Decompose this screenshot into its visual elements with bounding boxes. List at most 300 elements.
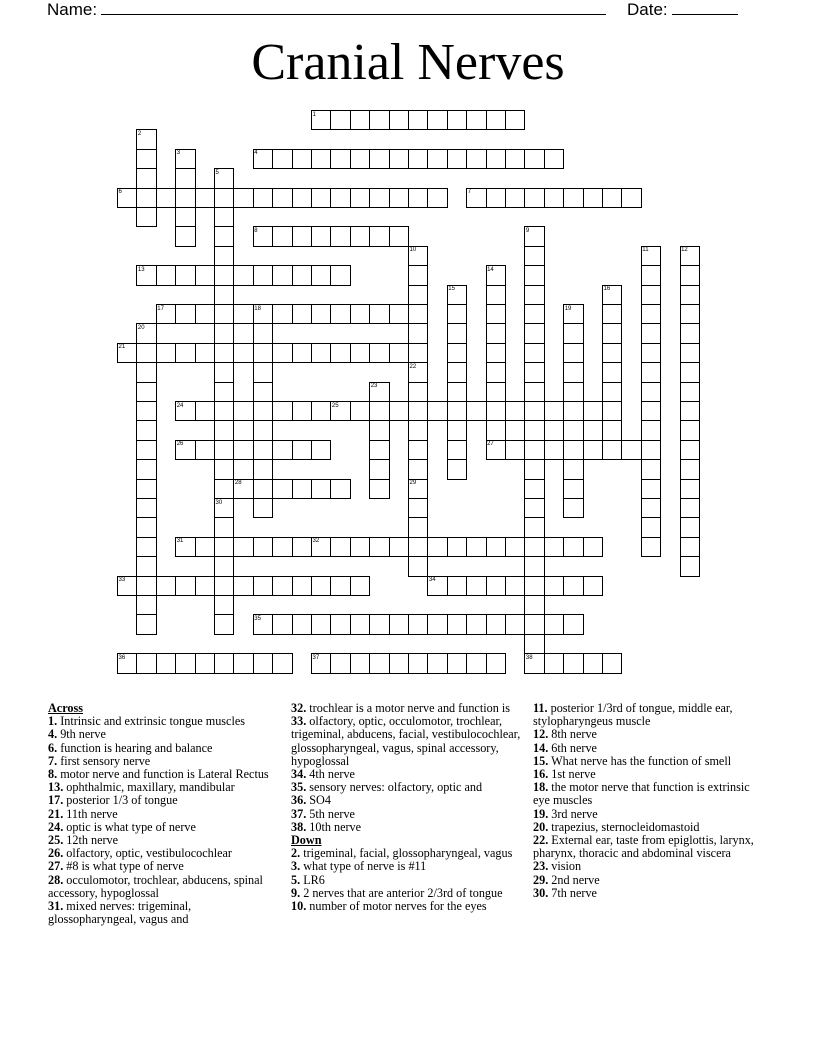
grid-cell[interactable]: [602, 343, 622, 363]
grid-cell[interactable]: [195, 576, 215, 596]
grid-cell[interactable]: [272, 653, 292, 673]
grid-cell[interactable]: [350, 401, 370, 421]
grid-cell[interactable]: [292, 304, 312, 324]
grid-cell[interactable]: [563, 537, 583, 557]
grid-cell[interactable]: [544, 149, 564, 169]
grid-cell[interactable]: [447, 343, 467, 363]
grid-cell[interactable]: [253, 498, 273, 518]
grid-cell[interactable]: [680, 517, 700, 537]
grid-cell[interactable]: [136, 168, 156, 188]
grid-cell[interactable]: [524, 614, 544, 634]
grid-cell[interactable]: [602, 653, 622, 673]
grid-cell[interactable]: [680, 479, 700, 499]
grid-cell[interactable]: [369, 653, 389, 673]
grid-cell[interactable]: [680, 304, 700, 324]
grid-cell[interactable]: [602, 382, 622, 402]
grid-cell[interactable]: [136, 537, 156, 557]
grid-cell[interactable]: [214, 343, 234, 363]
grid-cell[interactable]: [447, 614, 467, 634]
grid-cell[interactable]: [563, 498, 583, 518]
grid-cell[interactable]: [175, 343, 195, 363]
grid-cell[interactable]: [505, 110, 525, 130]
grid-cell[interactable]: [272, 401, 292, 421]
grid-cell[interactable]: [136, 517, 156, 537]
grid-cell[interactable]: [486, 362, 506, 382]
grid-cell[interactable]: [466, 576, 486, 596]
grid-cell[interactable]: [369, 614, 389, 634]
grid-cell[interactable]: [292, 401, 312, 421]
grid-cell[interactable]: [311, 149, 331, 169]
grid-cell[interactable]: [350, 149, 370, 169]
grid-cell[interactable]: [136, 420, 156, 440]
grid-cell[interactable]: [389, 188, 409, 208]
grid-cell[interactable]: [486, 110, 506, 130]
grid-cell[interactable]: [524, 362, 544, 382]
grid-cell[interactable]: [563, 401, 583, 421]
grid-cell[interactable]: [408, 343, 428, 363]
grid-cell[interactable]: [602, 440, 622, 460]
grid-cell[interactable]: [641, 479, 661, 499]
grid-cell[interactable]: [602, 401, 622, 421]
grid-cell[interactable]: [486, 614, 506, 634]
grid-cell[interactable]: [175, 188, 195, 208]
grid-cell[interactable]: [389, 110, 409, 130]
grid-cell[interactable]: [311, 614, 331, 634]
grid-cell[interactable]: [524, 576, 544, 596]
grid-cell[interactable]: [292, 265, 312, 285]
grid-cell[interactable]: [563, 420, 583, 440]
grid-cell[interactable]: [427, 653, 447, 673]
grid-cell[interactable]: [253, 479, 273, 499]
grid-cell[interactable]: [486, 576, 506, 596]
grid-cell[interactable]: [311, 401, 331, 421]
grid-cell[interactable]: [214, 246, 234, 266]
grid-cell[interactable]: [272, 576, 292, 596]
grid-cell[interactable]: [505, 576, 525, 596]
grid-cell[interactable]: [330, 576, 350, 596]
grid-cell[interactable]: [253, 343, 273, 363]
grid-cell[interactable]: [214, 614, 234, 634]
grid-cell[interactable]: [233, 653, 253, 673]
grid-cell[interactable]: [369, 440, 389, 460]
grid-cell[interactable]: [680, 420, 700, 440]
grid-cell[interactable]: [253, 382, 273, 402]
grid-cell[interactable]: [369, 149, 389, 169]
grid-cell[interactable]: [369, 420, 389, 440]
grid-cell[interactable]: [175, 653, 195, 673]
grid-cell[interactable]: [447, 149, 467, 169]
grid-cell[interactable]: [214, 576, 234, 596]
grid-cell[interactable]: [253, 188, 273, 208]
grid-cell[interactable]: [583, 576, 603, 596]
grid-cell[interactable]: [486, 343, 506, 363]
grid-cell[interactable]: [563, 459, 583, 479]
grid-cell[interactable]: [136, 207, 156, 227]
grid-cell[interactable]: [524, 498, 544, 518]
grid-cell[interactable]: [330, 614, 350, 634]
grid-cell[interactable]: [233, 265, 253, 285]
grid-cell[interactable]: [136, 343, 156, 363]
grid-cell[interactable]: [233, 401, 253, 421]
grid-cell[interactable]: [214, 595, 234, 615]
grid-cell[interactable]: [292, 537, 312, 557]
grid-cell[interactable]: [486, 537, 506, 557]
grid-cell[interactable]: [214, 382, 234, 402]
grid-cell[interactable]: [214, 323, 234, 343]
grid-cell[interactable]: [389, 653, 409, 673]
grid-cell[interactable]: [408, 149, 428, 169]
grid-cell[interactable]: [350, 188, 370, 208]
grid-cell[interactable]: [233, 304, 253, 324]
grid-cell[interactable]: [330, 343, 350, 363]
grid-cell[interactable]: [369, 401, 389, 421]
grid-cell[interactable]: [272, 188, 292, 208]
grid-cell[interactable]: [389, 401, 409, 421]
grid-cell[interactable]: [408, 420, 428, 440]
grid-cell[interactable]: [486, 285, 506, 305]
grid-cell[interactable]: [447, 653, 467, 673]
grid-cell[interactable]: [680, 343, 700, 363]
grid-cell[interactable]: [524, 440, 544, 460]
grid-cell[interactable]: [311, 226, 331, 246]
grid-cell[interactable]: [136, 362, 156, 382]
grid-cell[interactable]: [641, 323, 661, 343]
grid-cell[interactable]: [524, 304, 544, 324]
grid-cell[interactable]: [641, 401, 661, 421]
grid-cell[interactable]: [292, 614, 312, 634]
grid-cell[interactable]: [195, 188, 215, 208]
grid-cell[interactable]: [272, 479, 292, 499]
grid-cell[interactable]: [524, 188, 544, 208]
grid-cell[interactable]: [253, 420, 273, 440]
grid-cell[interactable]: [583, 401, 603, 421]
grid-cell[interactable]: [136, 614, 156, 634]
grid-cell[interactable]: [253, 401, 273, 421]
grid-cell[interactable]: [272, 440, 292, 460]
grid-cell[interactable]: [524, 556, 544, 576]
grid-cell[interactable]: [680, 401, 700, 421]
grid-cell[interactable]: [156, 343, 176, 363]
grid-cell[interactable]: [389, 149, 409, 169]
grid-cell[interactable]: [583, 537, 603, 557]
grid-cell[interactable]: [641, 517, 661, 537]
grid-cell[interactable]: [524, 246, 544, 266]
grid-cell[interactable]: [350, 537, 370, 557]
grid-cell[interactable]: [427, 188, 447, 208]
grid-cell[interactable]: [680, 323, 700, 343]
grid-cell[interactable]: [214, 479, 234, 499]
grid-cell[interactable]: [292, 479, 312, 499]
grid-cell[interactable]: [583, 188, 603, 208]
grid-cell[interactable]: [524, 323, 544, 343]
grid-cell[interactable]: [253, 537, 273, 557]
grid-cell[interactable]: [466, 537, 486, 557]
grid-cell[interactable]: [447, 362, 467, 382]
grid-cell[interactable]: [253, 653, 273, 673]
grid-cell[interactable]: [641, 382, 661, 402]
grid-cell[interactable]: [350, 304, 370, 324]
grid-cell[interactable]: [214, 188, 234, 208]
grid-cell[interactable]: [524, 517, 544, 537]
grid-cell[interactable]: [214, 226, 234, 246]
grid-cell[interactable]: [311, 479, 331, 499]
grid-cell[interactable]: [136, 576, 156, 596]
grid-cell[interactable]: [330, 304, 350, 324]
grid-cell[interactable]: [447, 304, 467, 324]
grid-cell[interactable]: [272, 304, 292, 324]
grid-cell[interactable]: [389, 537, 409, 557]
grid-cell[interactable]: [524, 459, 544, 479]
grid-cell[interactable]: [330, 110, 350, 130]
grid-cell[interactable]: [233, 188, 253, 208]
grid-cell[interactable]: [641, 265, 661, 285]
grid-cell[interactable]: [214, 459, 234, 479]
grid-cell[interactable]: [156, 653, 176, 673]
grid-cell[interactable]: [330, 226, 350, 246]
grid-cell[interactable]: [369, 110, 389, 130]
grid-cell[interactable]: [563, 362, 583, 382]
grid-cell[interactable]: [136, 459, 156, 479]
grid-cell[interactable]: [175, 168, 195, 188]
grid-cell[interactable]: [447, 110, 467, 130]
grid-cell[interactable]: [311, 188, 331, 208]
grid-cell[interactable]: [389, 304, 409, 324]
grid-cell[interactable]: [214, 285, 234, 305]
grid-cell[interactable]: [350, 110, 370, 130]
grid-cell[interactable]: [156, 265, 176, 285]
grid-cell[interactable]: [311, 576, 331, 596]
grid-cell[interactable]: [311, 265, 331, 285]
grid-cell[interactable]: [253, 576, 273, 596]
grid-cell[interactable]: [389, 614, 409, 634]
grid-cell[interactable]: [408, 188, 428, 208]
grid-cell[interactable]: [408, 401, 428, 421]
grid-cell[interactable]: [621, 188, 641, 208]
grid-cell[interactable]: [486, 304, 506, 324]
grid-cell[interactable]: [524, 634, 544, 654]
grid-cell[interactable]: [136, 382, 156, 402]
grid-cell[interactable]: [680, 498, 700, 518]
grid-cell[interactable]: [292, 226, 312, 246]
grid-cell[interactable]: [544, 576, 564, 596]
grid-cell[interactable]: [680, 556, 700, 576]
grid-cell[interactable]: [175, 226, 195, 246]
grid-cell[interactable]: [486, 149, 506, 169]
grid-cell[interactable]: [447, 576, 467, 596]
grid-cell[interactable]: [214, 265, 234, 285]
grid-cell[interactable]: [602, 323, 622, 343]
grid-cell[interactable]: [505, 149, 525, 169]
grid-cell[interactable]: [544, 537, 564, 557]
grid-cell[interactable]: [680, 440, 700, 460]
grid-cell[interactable]: [563, 479, 583, 499]
grid-cell[interactable]: [195, 440, 215, 460]
grid-cell[interactable]: [272, 343, 292, 363]
grid-cell[interactable]: [214, 207, 234, 227]
grid-cell[interactable]: [136, 188, 156, 208]
grid-cell[interactable]: [253, 459, 273, 479]
grid-cell[interactable]: [641, 362, 661, 382]
grid-cell[interactable]: [195, 401, 215, 421]
grid-cell[interactable]: [524, 343, 544, 363]
grid-cell[interactable]: [544, 614, 564, 634]
grid-cell[interactable]: [408, 517, 428, 537]
grid-cell[interactable]: [466, 653, 486, 673]
grid-cell[interactable]: [466, 614, 486, 634]
grid-cell[interactable]: [311, 343, 331, 363]
grid-cell[interactable]: [544, 653, 564, 673]
grid-cell[interactable]: [272, 226, 292, 246]
grid-cell[interactable]: [641, 459, 661, 479]
grid-cell[interactable]: [175, 265, 195, 285]
grid-cell[interactable]: [253, 323, 273, 343]
grid-cell[interactable]: [583, 653, 603, 673]
grid-cell[interactable]: [253, 440, 273, 460]
grid-cell[interactable]: [350, 653, 370, 673]
grid-cell[interactable]: [486, 323, 506, 343]
grid-cell[interactable]: [330, 537, 350, 557]
grid-cell[interactable]: [175, 207, 195, 227]
grid-cell[interactable]: [641, 537, 661, 557]
grid-cell[interactable]: [505, 614, 525, 634]
grid-cell[interactable]: [524, 537, 544, 557]
grid-cell[interactable]: [544, 188, 564, 208]
grid-cell[interactable]: [350, 226, 370, 246]
grid-cell[interactable]: [680, 265, 700, 285]
grid-cell[interactable]: [447, 323, 467, 343]
grid-cell[interactable]: [447, 459, 467, 479]
grid-cell[interactable]: [524, 265, 544, 285]
grid-cell[interactable]: [680, 285, 700, 305]
grid-cell[interactable]: [524, 420, 544, 440]
grid-cell[interactable]: [486, 401, 506, 421]
grid-cell[interactable]: [136, 498, 156, 518]
grid-cell[interactable]: [408, 537, 428, 557]
grid-cell[interactable]: [136, 479, 156, 499]
grid-cell[interactable]: [214, 556, 234, 576]
grid-cell[interactable]: [505, 537, 525, 557]
grid-cell[interactable]: [195, 304, 215, 324]
grid-cell[interactable]: [233, 537, 253, 557]
grid-cell[interactable]: [369, 479, 389, 499]
grid-cell[interactable]: [233, 576, 253, 596]
grid-cell[interactable]: [602, 304, 622, 324]
grid-cell[interactable]: [214, 304, 234, 324]
grid-cell[interactable]: [505, 401, 525, 421]
grid-cell[interactable]: [408, 614, 428, 634]
grid-cell[interactable]: [195, 265, 215, 285]
grid-cell[interactable]: [641, 440, 661, 460]
grid-cell[interactable]: [214, 517, 234, 537]
grid-cell[interactable]: [563, 440, 583, 460]
grid-cell[interactable]: [486, 188, 506, 208]
grid-cell[interactable]: [641, 498, 661, 518]
grid-cell[interactable]: [408, 265, 428, 285]
grid-cell[interactable]: [680, 382, 700, 402]
grid-cell[interactable]: [369, 537, 389, 557]
grid-cell[interactable]: [330, 188, 350, 208]
grid-cell[interactable]: [369, 343, 389, 363]
grid-cell[interactable]: [563, 323, 583, 343]
grid-cell[interactable]: [350, 614, 370, 634]
grid-cell[interactable]: [641, 285, 661, 305]
grid-cell[interactable]: [350, 576, 370, 596]
grid-cell[interactable]: [136, 401, 156, 421]
grid-cell[interactable]: [524, 401, 544, 421]
grid-cell[interactable]: [292, 343, 312, 363]
grid-cell[interactable]: [253, 265, 273, 285]
grid-cell[interactable]: [136, 149, 156, 169]
grid-cell[interactable]: [311, 440, 331, 460]
grid-cell[interactable]: [330, 149, 350, 169]
grid-cell[interactable]: [330, 479, 350, 499]
grid-cell[interactable]: [292, 440, 312, 460]
grid-cell[interactable]: [447, 440, 467, 460]
grid-cell[interactable]: [214, 537, 234, 557]
grid-cell[interactable]: [272, 614, 292, 634]
grid-cell[interactable]: [233, 343, 253, 363]
grid-cell[interactable]: [233, 440, 253, 460]
grid-cell[interactable]: [389, 343, 409, 363]
grid-cell[interactable]: [272, 537, 292, 557]
grid-cell[interactable]: [136, 440, 156, 460]
grid-cell[interactable]: [214, 420, 234, 440]
grid-cell[interactable]: [408, 459, 428, 479]
grid-cell[interactable]: [408, 653, 428, 673]
grid-cell[interactable]: [214, 401, 234, 421]
grid-cell[interactable]: [583, 440, 603, 460]
grid-cell[interactable]: [544, 440, 564, 460]
grid-cell[interactable]: [486, 653, 506, 673]
grid-cell[interactable]: [136, 653, 156, 673]
grid-cell[interactable]: [524, 285, 544, 305]
grid-cell[interactable]: [544, 401, 564, 421]
grid-cell[interactable]: [330, 265, 350, 285]
grid-cell[interactable]: [680, 537, 700, 557]
grid-cell[interactable]: [602, 362, 622, 382]
grid-cell[interactable]: [563, 614, 583, 634]
grid-cell[interactable]: [563, 188, 583, 208]
grid-cell[interactable]: [311, 304, 331, 324]
grid-cell[interactable]: [292, 188, 312, 208]
grid-cell[interactable]: [350, 343, 370, 363]
grid-cell[interactable]: [524, 479, 544, 499]
grid-cell[interactable]: [136, 595, 156, 615]
grid-cell[interactable]: [156, 576, 176, 596]
grid-cell[interactable]: [466, 110, 486, 130]
grid-cell[interactable]: [272, 149, 292, 169]
grid-cell[interactable]: [602, 188, 622, 208]
grid-cell[interactable]: [369, 459, 389, 479]
grid-cell[interactable]: [447, 401, 467, 421]
grid-cell[interactable]: [408, 556, 428, 576]
grid-cell[interactable]: [486, 382, 506, 402]
grid-cell[interactable]: [505, 188, 525, 208]
grid-cell[interactable]: [466, 149, 486, 169]
grid-cell[interactable]: [330, 653, 350, 673]
grid-cell[interactable]: [563, 343, 583, 363]
grid-cell[interactable]: [447, 537, 467, 557]
grid-cell[interactable]: [524, 382, 544, 402]
grid-cell[interactable]: [136, 556, 156, 576]
grid-cell[interactable]: [563, 576, 583, 596]
grid-cell[interactable]: [408, 110, 428, 130]
grid-cell[interactable]: [408, 304, 428, 324]
grid-cell[interactable]: [524, 595, 544, 615]
grid-cell[interactable]: [427, 614, 447, 634]
grid-cell[interactable]: [505, 440, 525, 460]
grid-cell[interactable]: [214, 362, 234, 382]
